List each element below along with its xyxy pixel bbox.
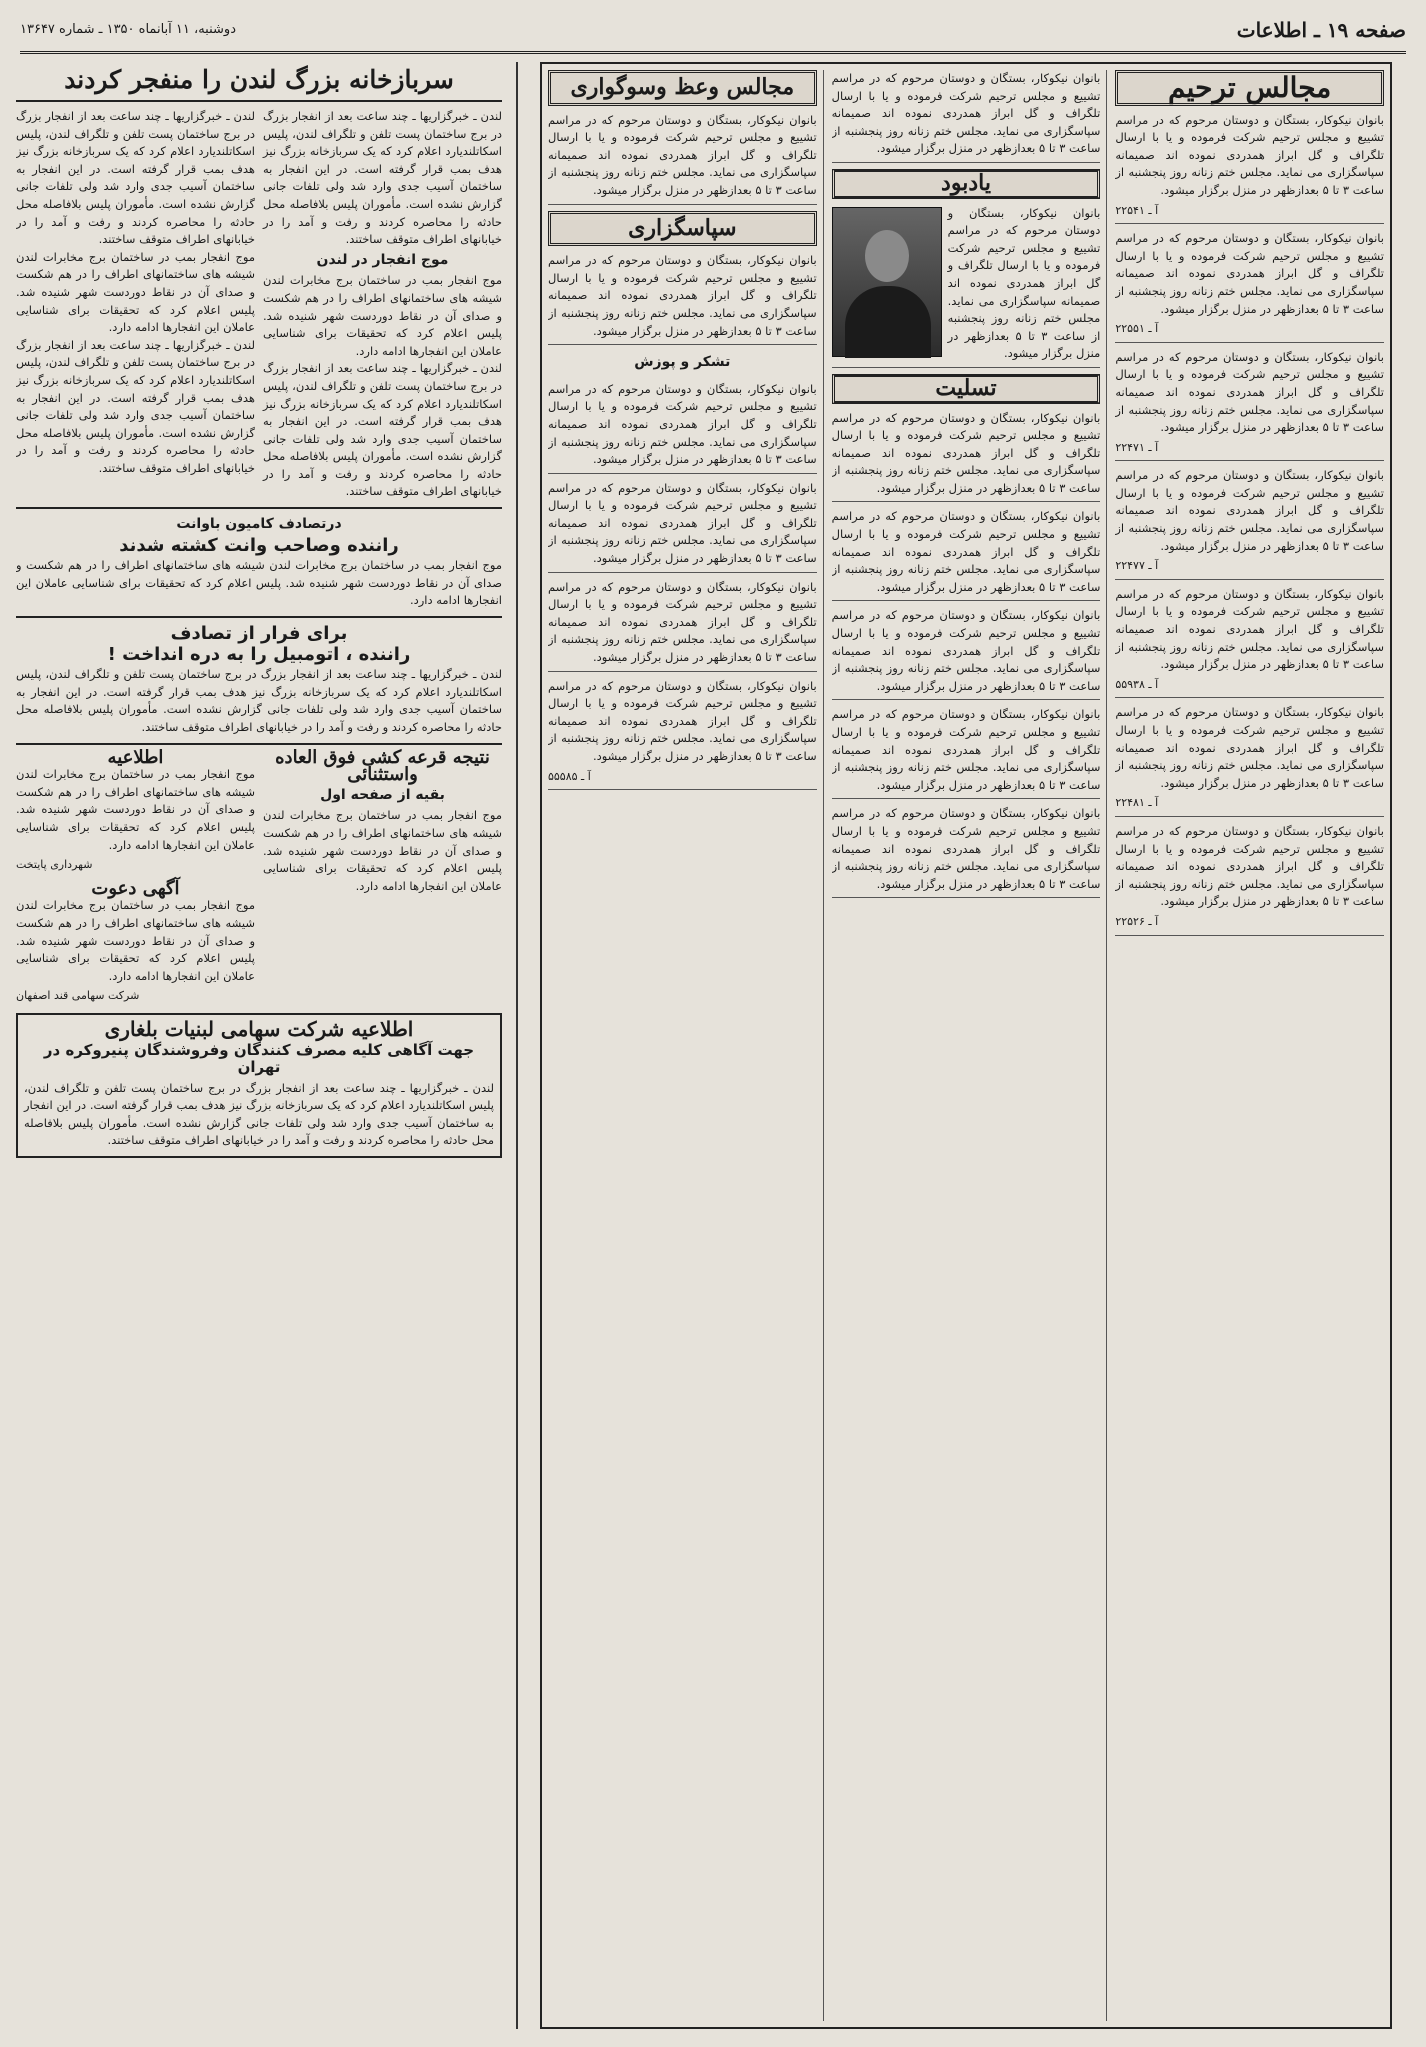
condolence-notice: بانوان نیکوکار، بستگان و دوستان مرحوم که در مراسم تشییع و مجلس ترحیم شرکت فرموده و یا با ارسال تلگراف و گل ابراز همدردی نموده اند صمیمانه سپاسگزاری می نماید. مجلس ختم زنانه روز پنجشنبه از ساعت ۳ تا ۵ بعدازظهر در منزل برگزار میشود.	[832, 410, 1101, 503]
obituaries-section	[540, 62, 1392, 2029]
lottery-title: نتیجه قرعه کشی فوق العاده واستثنائی	[275, 746, 490, 786]
announcement-signature: شهرداری پایتخت	[16, 858, 93, 872]
obit-notice: بانوان نیکوکار، بستگان و دوستان مرحوم که در مراسم تشییع و مجلس ترحیم شرکت فرموده و یا با ارسال تلگراف و گل ابراز همدردی نموده اند صمیمانه سپاسگزاری می نماید. مجلس ختم زنانه روز پنجشنبه از ساعت ۳ تا ۵ بعدازظهر در منزل برگزار میشود. آ ـ ۲۲۵۵۱	[1115, 230, 1384, 343]
article-body: موج انفجار بمب در ساختمان برج مخابرات لندن شیشه های ساختمانهای اطراف را در هم شکست و صدای آن در نقاط دوردست شهر شنیده شد. پلیس اعلام کرد که تحقیقات برای شناسایی عاملان این انفجارها ادامه دارد.	[263, 273, 502, 358]
memorial-notice: بانوان نیکوکار، بستگان و دوستان مرحوم که در مراسم تشییع و مجلس ترحیم شرکت فرموده و یا با ارسال تلگراف و گل ابراز همدردی نموده اند صمیمانه سپاسگزاری می نماید. مجلس ختم زنانه روز پنجشنبه از ساعت ۳ تا ۵ بعدازظهر در منزل برگزار میشود.	[832, 205, 1101, 368]
news-brief-1: درتصادف کامیون باوانت راننده وصاحب وانت کشته شدند موج انفجار بمب در ساختمان برج مخابرات لندن شیشه های ساختمانهای اطراف را در هم شکست و صدای آن در نقاط دوردست شهر شنیده شد. پلیس اعلام کرد که تحقیقات برای شناسایی عاملان این انفجارها ادامه دارد.	[16, 507, 502, 610]
thanks-notice: بانوان نیکوکار، بستگان و دوستان مرحوم که در مراسم تشییع و مجلس ترحیم شرکت فرموده و یا با ارسال تلگراف و گل ابراز همدردی نموده اند صمیمانه سپاسگزاری می نماید. مجلس ختم زنانه روز پنجشنبه از ساعت ۳ تا ۵ بعدازظهر در منزل برگزار میشود.	[548, 381, 817, 474]
article-body: لندن ـ خبرگزاریها ـ چند ساعت بعد از انفجار بزرگ در برج ساختمان پست تلفن و تلگراف لندن، پلیس اسکاتلندیارد اعلام کرد که یک سربازخانه بزرگ نیز هدف بمب قرار گرفته است. در این انفجار به ساختمان آسیب جدی وارد شد ولی تلفات جانی گزارش نشده است. مأموران پلیس بلافاصله محل حادثه را محاصره کردند و رفت و آمد را در خیابانهای اطراف متوقف ساختند.	[16, 337, 255, 475]
obit-notice: بانوان نیکوکار، بستگان و دوستان مرحوم که در مراسم تشییع و مجلس ترحیم شرکت فرموده و یا با ارسال تلگراف و گل ابراز همدردی نموده اند صمیمانه سپاسگزاری می نماید. مجلس ختم زنانه روز پنجشنبه از ساعت ۳ تا ۵ بعدازظهر در منزل برگزار میشود. آ ـ ۲۲۴۷۷	[1115, 467, 1384, 580]
obit-notice: بانوان نیکوکار، بستگان و دوستان مرحوم که در مراسم تشییع و مجلس ترحیم شرکت فرموده و یا با ارسال تلگراف و گل ابراز همدردی نموده اند صمیمانه سپاسگزاری می نماید. مجلس ختم زنانه روز پنجشنبه از ساعت ۳ تا ۵ بعدازظهر در منزل برگزار میشود. آ ـ ۲۲۴۸۱	[1115, 704, 1384, 817]
dairy-ad-subtitle: جهت آگاهی کلیه مصرف کنندگان وفروشندگان پنیروکره در تهران	[43, 1040, 475, 1077]
obit-column-2	[832, 70, 1108, 2021]
thanks-subtitle: تشکر و پوزش	[634, 354, 731, 371]
obit-column-1	[1115, 70, 1384, 2021]
invitation-title: آگهی دعوت	[91, 877, 180, 899]
condolence-notice: بانوان نیکوکار، بستگان و دوستان مرحوم که در مراسم تشییع و مجلس ترحیم شرکت فرموده و یا با ارسال تلگراف و گل ابراز همدردی نموده اند صمیمانه سپاسگزاری می نماید. مجلس ختم زنانه روز پنجشنبه از ساعت ۳ تا ۵ بعدازظهر در منزل برگزار میشود.	[548, 579, 817, 672]
obit-column-3	[548, 70, 824, 2021]
portrait-photo	[832, 207, 942, 357]
article-columns	[16, 108, 502, 501]
news-section	[16, 62, 502, 2029]
page-label: صفحه ۱۹ ـ اطلاعات	[1236, 17, 1406, 42]
condolence-notice: بانوان نیکوکار، بستگان و دوستان مرحوم که در مراسم تشییع و مجلس ترحیم شرکت فرموده و یا با ارسال تلگراف و گل ابراز همدردی نموده اند صمیمانه سپاسگزاری می نماید. مجلس ختم زنانه روز پنجشنبه از ساعت ۳ تا ۵ بعدازظهر در منزل برگزار میشود.	[832, 706, 1101, 799]
date-line: دوشنبه، ۱۱ آبانماه ۱۳۵۰ ـ شماره ۱۳۶۴۷	[20, 22, 236, 37]
obit-notice: بانوان نیکوکار، بستگان و دوستان مرحوم که در مراسم تشییع و مجلس ترحیم شرکت فرموده و یا با ارسال تلگراف و گل ابراز همدردی نموده اند صمیمانه سپاسگزاری می نماید. مجلس ختم زنانه روز پنجشنبه از ساعت ۳ تا ۵ بعدازظهر در منزل برگزار میشود. آ ـ ۵۵۹۳۸	[1115, 586, 1384, 699]
obit-notice: بانوان نیکوکار، بستگان و دوستان مرحوم که در مراسم تشییع و مجلس ترحیم شرکت فرموده و یا با ارسال تلگراف و گل ابراز همدردی نموده اند صمیمانه سپاسگزاری می نماید. مجلس ختم زنانه روز پنجشنبه از ساعت ۳ تا ۵ بعدازظهر در منزل برگزار میشود. آ ـ ۲۲۴۷۱	[1115, 349, 1384, 462]
page-header	[20, 8, 1406, 54]
news-brief-2: برای فرار از تصادف راننده ، اتومبیل را به دره انداخت ! لندن ـ خبرگزاریها ـ چند ساعت بعد از انفجار بزرگ در برج ساختمان پست تلفن و تلگراف لندن، پلیس اسکاتلندیارد اعلام کرد که یک سربازخانه بزرگ نیز هدف بمب قرار گرفته است. در این انفجار به ساختمان آسیب جدی وارد شد ولی تلفات جانی گزارش نشده است. مأموران پلیس بلافاصله محل حادثه را محاصره کردند و رفت و آمد را در خیابانهای اطراف متوقف ساختند.	[16, 616, 502, 737]
taslit-title: تسلیت	[832, 374, 1101, 404]
vaz-title: مجالس وعظ وسوگواری	[548, 70, 817, 106]
lower-section: نتیجه قرعه کشی فوق العاده واستثنائی بقیه از صفحه اول موج انفجار بمب در ساختمان برج مخابرات لندن شیشه های ساختمانهای اطراف را در هم شکست و صدای آن در نقاط دوردست شهر شنیده شد. پلیس اعلام کرد که تحقیقات برای شناسایی عاملان این انفجارها ادامه دارد. اطلاعیه موج انفجار بمب در ساختمان برج مخابرات لندن شیشه های ساختمانهای اطراف را در هم شکست و صدای آن در نقاط دوردست شهر شنیده شد. پلیس اعلام کرد که تحقیقات برای شناسایی عاملان این انفجارها ادامه دارد. شهرداری پایتخت آگهی دعوت موج انفجار بمب در ساختمان برج مخابرات لندن شیشه های ساختمانهای اطراف را در هم شکست و صدای آن در نقاط دوردست شهر شنیده شد. پلیس اعلام کرد که تحقیقات برای شناسایی عاملان این انفجارها ادامه دارد. شرکت سهامی قند اصفهان	[16, 743, 502, 1005]
tarhim-title: مجالس ترحیم	[1115, 70, 1384, 106]
article-body: لندن ـ خبرگزاریها ـ چند ساعت بعد از انفجار بزرگ در برج ساختمان پست تلفن و تلگراف لندن، پلیس اسکاتلندیارد اعلام کرد که یک سربازخانه بزرگ نیز هدف بمب قرار گرفته است. در این انفجار به ساختمان آسیب جدی وارد شد ولی تلفات جانی گزارش نشده است. مأموران پلیس بلافاصله محل حادثه را محاصره کردند و رفت و آمد را در خیابانهای اطراف متوقف ساختند.	[263, 361, 502, 499]
condolence-notice: بانوان نیکوکار، بستگان و دوستان مرحوم که در مراسم تشییع و مجلس ترحیم شرکت فرموده و یا با ارسال تلگراف و گل ابراز همدردی نموده اند صمیمانه سپاسگزاری می نماید. مجلس ختم زنانه روز پنجشنبه از ساعت ۳ تا ۵ بعدازظهر در منزل برگزار میشود. آ ـ ۵۵۵۸۵	[548, 678, 817, 791]
condolence-notice: بانوان نیکوکار، بستگان و دوستان مرحوم که در مراسم تشییع و مجلس ترحیم شرکت فرموده و یا با ارسال تلگراف و گل ابراز همدردی نموده اند صمیمانه سپاسگزاری می نماید. مجلس ختم زنانه روز پنجشنبه از ساعت ۳ تا ۵ بعدازظهر در منزل برگزار میشود.	[832, 508, 1101, 601]
obit-notice: بانوان نیکوکار، بستگان و دوستان مرحوم که در مراسم تشییع و مجلس ترحیم شرکت فرموده و یا با ارسال تلگراف و گل ابراز همدردی نموده اند صمیمانه سپاسگزاری می نماید. مجلس ختم زنانه روز پنجشنبه از ساعت ۳ تا ۵ بعدازظهر در منزل برگزار میشود. آ ـ ۲۲۵۲۶	[1115, 823, 1384, 936]
article-subhead: موج انفجار در لندن	[316, 251, 449, 268]
condolence-notice: بانوان نیکوکار، بستگان و دوستان مرحوم که در مراسم تشییع و مجلس ترحیم شرکت فرموده و یا با ارسال تلگراف و گل ابراز همدردی نموده اند صمیمانه سپاسگزاری می نماید. مجلس ختم زنانه روز پنجشنبه از ساعت ۳ تا ۵ بعدازظهر در منزل برگزار میشود.	[832, 805, 1101, 898]
announcement-title: اطلاعیه	[107, 746, 164, 768]
article-body: موج انفجار بمب در ساختمان برج مخابرات لندن شیشه های ساختمانهای اطراف را در هم شکست و صدای آن در نقاط دوردست شهر شنیده شد. پلیس اعلام کرد که تحقیقات برای شناسایی عاملان این انفجارها ادامه دارد.	[16, 249, 255, 335]
condolence-notice: بانوان نیکوکار، بستگان و دوستان مرحوم که در مراسم تشییع و مجلس ترحیم شرکت فرموده و یا با ارسال تلگراف و گل ابراز همدردی نموده اند صمیمانه سپاسگزاری می نماید. مجلس ختم زنانه روز پنجشنبه از ساعت ۳ تا ۵ بعدازظهر در منزل برگزار میشود.	[548, 480, 817, 573]
dairy-ad-title: اطلاعیه شرکت سهامی لبنیات بلغاری	[104, 1016, 414, 1041]
dairy-company-ad: اطلاعیه شرکت سهامی لبنیات بلغاری جهت آگاهی کلیه مصرف کنندگان وفروشندگان پنیروکره در تهران لندن ـ خبرگزاریها ـ چند ساعت بعد از انفجار بزرگ در برج ساختمان پست تلفن و تلگراف لندن، پلیس اسکاتلندیارد اعلام کرد که یک سربازخانه بزرگ نیز هدف بمب قرار گرفته است. در این انفجار به ساختمان آسیب جدی وارد شد ولی تلفات جانی گزارش نشده است. مأموران پلیس بلافاصله محل حادثه را محاصره کردند و رفت و آمد را در خیابانهای اطراف متوقف ساختند.	[16, 1013, 502, 1158]
condolence-notice: بانوان نیکوکار، بستگان و دوستان مرحوم که در مراسم تشییع و مجلس ترحیم شرکت فرموده و یا با ارسال تلگراف و گل ابراز همدردی نموده اند صمیمانه سپاسگزاری می نماید. مجلس ختم زنانه روز پنجشنبه از ساعت ۳ تا ۵ بعدازظهر در منزل برگزار میشود.	[832, 607, 1101, 700]
main-headline: سربازخانه بزرگ لندن را منفجر کردند	[16, 62, 502, 102]
thanks-notice: بانوان نیکوکار، بستگان و دوستان مرحوم که در مراسم تشییع و مجلس ترحیم شرکت فرموده و یا با ارسال تلگراف و گل ابراز همدردی نموده اند صمیمانه سپاسگزاری می نماید. مجلس ختم زنانه روز پنجشنبه از ساعت ۳ تا ۵ بعدازظهر در منزل برگزار میشود.	[548, 252, 817, 345]
lottery-subtitle: بقیه از صفحه اول	[320, 786, 445, 803]
column-divider	[516, 62, 518, 2029]
article-body: لندن ـ خبرگزاریها ـ چند ساعت بعد از انفجار بزرگ در برج ساختمان پست تلفن و تلگراف لندن، پلیس اسکاتلندیارد اعلام کرد که یک سربازخانه بزرگ نیز هدف بمب قرار گرفته است. در این انفجار به ساختمان آسیب جدی وارد شد ولی تلفات جانی گزارش نشده است. مأموران پلیس بلافاصله محل حادثه را محاصره کردند و رفت و آمد را در خیابانهای اطراف متوقف ساختند.	[263, 109, 502, 247]
yadbud-title: یادبود	[832, 169, 1101, 199]
sepas-title: سپاسگزاری	[548, 211, 817, 247]
sermon-notice: بانوان نیکوکار، بستگان و دوستان مرحوم که در مراسم تشییع و مجلس ترحیم شرکت فرموده و یا با ارسال تلگراف و گل ابراز همدردی نموده اند صمیمانه سپاسگزاری می نماید. مجلس ختم زنانه روز پنجشنبه از ساعت ۳ تا ۵ بعدازظهر در منزل برگزار میشود.	[548, 112, 817, 205]
article-body: لندن ـ خبرگزاریها ـ چند ساعت بعد از انفجار بزرگ در برج ساختمان پست تلفن و تلگراف لندن، پلیس اسکاتلندیارد اعلام کرد که یک سربازخانه بزرگ نیز هدف بمب قرار گرفته است. در این انفجار به ساختمان آسیب جدی وارد شد ولی تلفات جانی گزارش نشده است. مأموران پلیس بلافاصله محل حادثه را محاصره کردند و رفت و آمد را در خیابانهای اطراف متوقف ساختند.	[16, 109, 255, 247]
invitation-signature: شرکت سهامی قند اصفهان	[16, 989, 140, 1003]
obit-notice: بانوان نیکوکار، بستگان و دوستان مرحوم که در مراسم تشییع و مجلس ترحیم شرکت فرموده و یا با ارسال تلگراف و گل ابراز همدردی نموده اند صمیمانه سپاسگزاری می نماید. مجلس ختم زنانه روز پنجشنبه از ساعت ۳ تا ۵ بعدازظهر در منزل برگزار میشود. آ ـ ۲۲۵۴۱	[1115, 112, 1384, 225]
obit-notice: بانوان نیکوکار، بستگان و دوستان مرحوم که در مراسم تشییع و مجلس ترحیم شرکت فرموده و یا با ارسال تلگراف و گل ابراز همدردی نموده اند صمیمانه سپاسگزاری می نماید. مجلس ختم زنانه روز پنجشنبه از ساعت ۳ تا ۵ بعدازظهر در منزل برگزار میشود.	[832, 70, 1101, 163]
